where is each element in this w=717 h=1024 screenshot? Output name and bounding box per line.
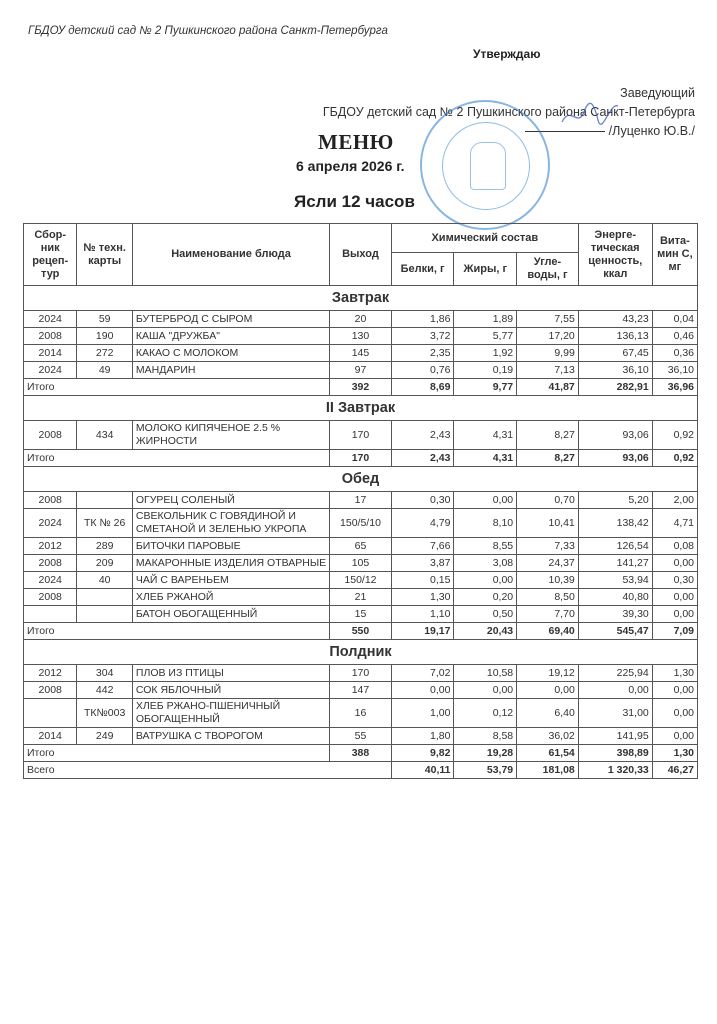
cell-name: ХЛЕБ РЖАНОЙ: [132, 589, 329, 606]
cell-yield: 147: [330, 682, 392, 699]
cell-f: 10,58: [454, 665, 517, 682]
total-e: 93,06: [578, 450, 652, 467]
section-row: [24, 396, 698, 421]
cell-yield: 145: [330, 345, 392, 362]
section-row: [24, 286, 698, 311]
cell-col: 2008: [24, 492, 77, 509]
cell-c: 6,40: [517, 699, 579, 728]
cell-col: 2024: [24, 572, 77, 589]
table-row: [24, 682, 698, 699]
cell-p: 0,00: [391, 682, 454, 699]
cell-name: КАКАО С МОЛОКОМ: [132, 345, 329, 362]
cell-card: 434: [77, 421, 132, 450]
total-label: Итого: [24, 745, 330, 762]
header-yield: Выход: [330, 224, 392, 286]
cell-name: СВЕКОЛЬНИК С ГОВЯДИНОЙ И СМЕТАНОЙ И ЗЕЛЕНЬЮ УКРОПА: [132, 509, 329, 538]
cell-p: 7,02: [391, 665, 454, 682]
total-row: [24, 623, 698, 640]
cell-card: 49: [77, 362, 132, 379]
cell-e: 53,94: [578, 572, 652, 589]
cell-col: 2012: [24, 665, 77, 682]
cell-c: 0,70: [517, 492, 579, 509]
cell-c: 7,13: [517, 362, 579, 379]
cell-e: 31,00: [578, 699, 652, 728]
approver-org: ГБДОУ детский сад № 2 Пушкинского района Санкт-Петербурга: [322, 105, 695, 119]
cell-col: 2014: [24, 345, 77, 362]
header-collection: Сбор-ник рецеп-тур: [24, 224, 77, 286]
cell-yield: 20: [330, 311, 392, 328]
cell-v: 0,00: [652, 606, 697, 623]
cell-name: ЧАЙ С ВАРЕНЬЕМ: [132, 572, 329, 589]
cell-col: 2008: [24, 589, 77, 606]
cell-v: 0,46: [652, 328, 697, 345]
cell-p: 2,35: [391, 345, 454, 362]
cell-card: 272: [77, 345, 132, 362]
cell-e: 0,00: [578, 682, 652, 699]
cell-v: 0,00: [652, 589, 697, 606]
grand-total-f: 53,79: [454, 762, 517, 779]
cell-col: 2008: [24, 682, 77, 699]
grand-total-label: Всего: [24, 762, 392, 779]
total-e: 545,47: [578, 623, 652, 640]
cell-yield: 17: [330, 492, 392, 509]
cell-name: БУТЕРБРОД С СЫРОМ: [132, 311, 329, 328]
table-row: [24, 345, 698, 362]
header-fat: Жиры, г: [454, 253, 517, 286]
grand-total-e: 1 320,33: [578, 762, 652, 779]
cell-col: 2008: [24, 555, 77, 572]
cell-c: 8,27: [517, 421, 579, 450]
table-row: [24, 606, 698, 623]
cell-col: 2024: [24, 509, 77, 538]
approve-label: Утверждаю: [473, 47, 541, 61]
cell-v: 0,30: [652, 572, 697, 589]
cell-card: [77, 492, 132, 509]
table-row: [24, 362, 698, 379]
table-row: [24, 728, 698, 745]
total-p: 2,43: [391, 450, 454, 467]
cell-card: [77, 589, 132, 606]
menu-table: [23, 223, 698, 779]
cell-f: 1,92: [454, 345, 517, 362]
cell-v: 4,71: [652, 509, 697, 538]
cell-e: 225,94: [578, 665, 652, 682]
cell-card: 209: [77, 555, 132, 572]
cell-p: 0,30: [391, 492, 454, 509]
cell-v: 0,92: [652, 421, 697, 450]
cell-v: 0,00: [652, 699, 697, 728]
cell-col: 2014: [24, 728, 77, 745]
cell-c: 7,33: [517, 538, 579, 555]
cell-yield: 55: [330, 728, 392, 745]
cell-card: 190: [77, 328, 132, 345]
cell-card: 304: [77, 665, 132, 682]
table-row: [24, 589, 698, 606]
cell-p: 3,87: [391, 555, 454, 572]
total-f: 20,43: [454, 623, 517, 640]
total-label: Итого: [24, 450, 330, 467]
table-row: [24, 509, 698, 538]
table-row: [24, 572, 698, 589]
cell-e: 39,30: [578, 606, 652, 623]
total-row: [24, 379, 698, 396]
cell-c: 0,00: [517, 682, 579, 699]
cell-e: 67,45: [578, 345, 652, 362]
cell-v: 0,08: [652, 538, 697, 555]
group-title: Ясли 12 часов: [294, 192, 415, 211]
cell-f: 0,00: [454, 572, 517, 589]
cell-v: 1,30: [652, 665, 697, 682]
cell-p: 1,10: [391, 606, 454, 623]
cell-name: ПЛОВ ИЗ ПТИЦЫ: [132, 665, 329, 682]
cell-f: 0,20: [454, 589, 517, 606]
cell-card: 289: [77, 538, 132, 555]
coat-of-arms-icon: [470, 142, 506, 190]
cell-p: 1,00: [391, 699, 454, 728]
total-p: 19,17: [391, 623, 454, 640]
cell-yield: 65: [330, 538, 392, 555]
total-c: 8,27: [517, 450, 579, 467]
total-c: 41,87: [517, 379, 579, 396]
total-f: 4,31: [454, 450, 517, 467]
cell-yield: 105: [330, 555, 392, 572]
grand-total-v: 46,27: [652, 762, 697, 779]
cell-v: 0,00: [652, 682, 697, 699]
total-e: 398,89: [578, 745, 652, 762]
cell-f: 8,55: [454, 538, 517, 555]
table-row: [24, 538, 698, 555]
page-title: МЕНЮ: [318, 130, 394, 154]
total-p: 8,69: [391, 379, 454, 396]
cell-c: 10,39: [517, 572, 579, 589]
cell-f: 8,58: [454, 728, 517, 745]
cell-name: МАНДАРИН: [132, 362, 329, 379]
cell-f: 0,50: [454, 606, 517, 623]
table-row: [24, 421, 698, 450]
cell-card: 249: [77, 728, 132, 745]
cell-col: 2012: [24, 538, 77, 555]
table-row: [24, 699, 698, 728]
cell-p: 1,86: [391, 311, 454, 328]
cell-e: 138,42: [578, 509, 652, 538]
cell-p: 1,30: [391, 589, 454, 606]
total-label: Итого: [24, 379, 330, 396]
cell-f: 0,00: [454, 682, 517, 699]
signer-name: /Луценко Ю.В./: [608, 124, 695, 138]
cell-yield: 15: [330, 606, 392, 623]
cell-v: 36,10: [652, 362, 697, 379]
cell-v: 2,00: [652, 492, 697, 509]
total-e: 282,91: [578, 379, 652, 396]
header-energy: Энерге-тическая ценность, ккал: [578, 224, 652, 286]
total-label: Итого: [24, 623, 330, 640]
cell-card: 442: [77, 682, 132, 699]
cell-e: 141,95: [578, 728, 652, 745]
cell-name: КАША "ДРУЖБА": [132, 328, 329, 345]
cell-c: 17,20: [517, 328, 579, 345]
cell-col: 2008: [24, 421, 77, 450]
section-title: Обед: [24, 467, 698, 492]
cell-name: ВАТРУШКА С ТВОРОГОМ: [132, 728, 329, 745]
cell-yield: 170: [330, 421, 392, 450]
cell-yield: 150/12: [330, 572, 392, 589]
cell-card: 59: [77, 311, 132, 328]
total-yield: 550: [330, 623, 392, 640]
cell-f: 3,08: [454, 555, 517, 572]
cell-c: 36,02: [517, 728, 579, 745]
cell-p: 0,76: [391, 362, 454, 379]
total-yield: 388: [330, 745, 392, 762]
cell-v: 0,00: [652, 555, 697, 572]
cell-col: 2024: [24, 362, 77, 379]
grand-total-p: 40,11: [391, 762, 454, 779]
header-vitc: Вита-мин С, мг: [652, 224, 697, 286]
cell-yield: 16: [330, 699, 392, 728]
total-c: 61,54: [517, 745, 579, 762]
org-header-top: ГБДОУ детский сад № 2 Пушкинского района Санкт-Петербурга: [28, 25, 388, 37]
cell-card: 40: [77, 572, 132, 589]
header-card: № техн. карты: [77, 224, 132, 286]
cell-f: 0,12: [454, 699, 517, 728]
header-name: Наименование блюда: [132, 224, 329, 286]
cell-col: [24, 606, 77, 623]
grand-total-row: [24, 762, 698, 779]
cell-v: 0,36: [652, 345, 697, 362]
table-row: [24, 555, 698, 572]
cell-f: 4,31: [454, 421, 517, 450]
cell-f: 8,10: [454, 509, 517, 538]
total-v: 1,30: [652, 745, 697, 762]
cell-name: БАТОН ОБОГАЩЕННЫЙ: [132, 606, 329, 623]
cell-name: БИТОЧКИ ПАРОВЫЕ: [132, 538, 329, 555]
cell-name: СОК ЯБЛОЧНЫЙ: [132, 682, 329, 699]
cell-name: ОГУРЕЦ СОЛЕНЫЙ: [132, 492, 329, 509]
cell-e: 43,23: [578, 311, 652, 328]
cell-yield: 150/5/10: [330, 509, 392, 538]
total-c: 69,40: [517, 623, 579, 640]
section-row: [24, 467, 698, 492]
cell-c: 24,37: [517, 555, 579, 572]
cell-f: 0,19: [454, 362, 517, 379]
header-chem: Химический состав: [391, 224, 578, 253]
cell-name: ХЛЕБ РЖАНО-ПШЕНИЧНЫЙ ОБОГАЩЕННЫЙ: [132, 699, 329, 728]
cell-c: 8,50: [517, 589, 579, 606]
total-yield: 170: [330, 450, 392, 467]
total-v: 36,96: [652, 379, 697, 396]
cell-p: 3,72: [391, 328, 454, 345]
total-row: [24, 745, 698, 762]
cell-e: 93,06: [578, 421, 652, 450]
cell-v: 0,04: [652, 311, 697, 328]
cell-e: 141,27: [578, 555, 652, 572]
cell-c: 19,12: [517, 665, 579, 682]
total-row: [24, 450, 698, 467]
cell-col: 2024: [24, 311, 77, 328]
cell-p: 2,43: [391, 421, 454, 450]
cell-f: 5,77: [454, 328, 517, 345]
total-v: 0,92: [652, 450, 697, 467]
table-row: [24, 492, 698, 509]
cell-yield: 21: [330, 589, 392, 606]
cell-c: 7,55: [517, 311, 579, 328]
cell-card: ТК№003: [77, 699, 132, 728]
cell-e: 36,10: [578, 362, 652, 379]
section-title: Завтрак: [24, 286, 698, 311]
approver-position: Заведующий: [620, 86, 695, 100]
cell-yield: 130: [330, 328, 392, 345]
cell-e: 136,13: [578, 328, 652, 345]
cell-yield: 170: [330, 665, 392, 682]
total-f: 9,77: [454, 379, 517, 396]
cell-e: 126,54: [578, 538, 652, 555]
menu-date: 6 апреля 2026 г.: [296, 158, 405, 174]
cell-c: 7,70: [517, 606, 579, 623]
total-f: 19,28: [454, 745, 517, 762]
header-protein: Белки, г: [391, 253, 454, 286]
cell-v: 0,00: [652, 728, 697, 745]
total-yield: 392: [330, 379, 392, 396]
cell-col: [24, 699, 77, 728]
cell-p: 4,79: [391, 509, 454, 538]
total-p: 9,82: [391, 745, 454, 762]
header-carbs: Угле-воды, г: [517, 253, 579, 286]
cell-card: [77, 606, 132, 623]
cell-p: 0,15: [391, 572, 454, 589]
grand-total-c: 181,08: [517, 762, 579, 779]
cell-e: 40,80: [578, 589, 652, 606]
cell-col: 2008: [24, 328, 77, 345]
cell-yield: 97: [330, 362, 392, 379]
cell-f: 1,89: [454, 311, 517, 328]
cell-name: МОЛОКО КИПЯЧЕНОЕ 2.5 % ЖИРНОСТИ: [132, 421, 329, 450]
section-title: II Завтрак: [24, 396, 698, 421]
table-row: [24, 328, 698, 345]
cell-f: 0,00: [454, 492, 517, 509]
table-row: [24, 665, 698, 682]
total-v: 7,09: [652, 623, 697, 640]
cell-c: 10,41: [517, 509, 579, 538]
section-row: [24, 640, 698, 665]
cell-name: МАКАРОННЫЕ ИЗДЕЛИЯ ОТВАРНЫЕ: [132, 555, 329, 572]
table-row: [24, 311, 698, 328]
cell-card: ТК № 26: [77, 509, 132, 538]
section-title: Полдник: [24, 640, 698, 665]
cell-p: 1,80: [391, 728, 454, 745]
cell-e: 5,20: [578, 492, 652, 509]
cell-p: 7,66: [391, 538, 454, 555]
cell-c: 9,99: [517, 345, 579, 362]
signature-underline: [525, 131, 605, 132]
